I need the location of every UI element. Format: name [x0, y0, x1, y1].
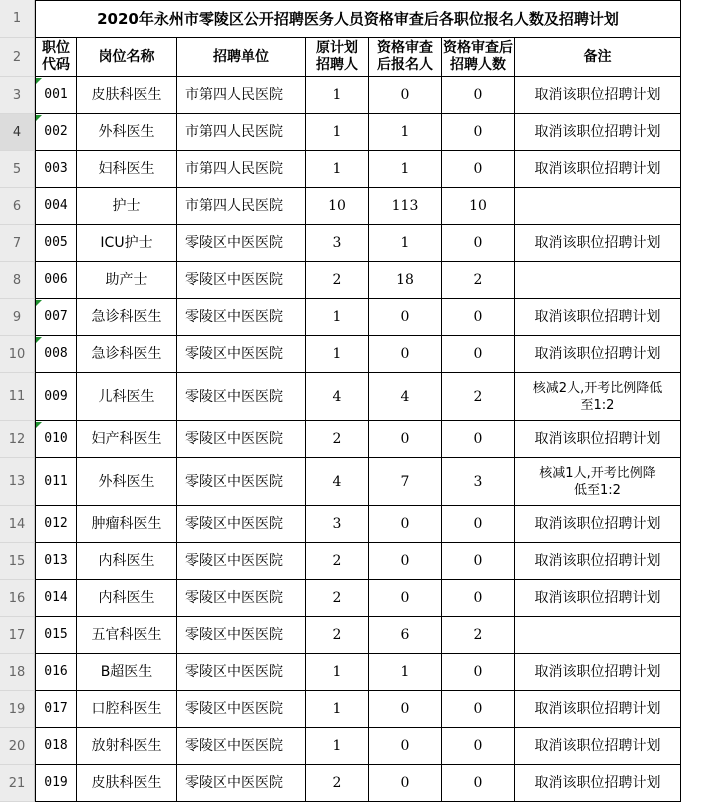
cell-unit[interactable]: 零陵区中医医院: [177, 728, 306, 765]
cell-unit[interactable]: 零陵区中医医院: [177, 299, 306, 336]
cell-recruit[interactable]: 0: [442, 654, 515, 691]
header-text-line: 后报名人: [377, 57, 433, 73]
row-header[interactable]: 1: [0, 0, 35, 38]
cell-applicants[interactable]: 1: [369, 654, 442, 691]
cell-applicants[interactable]: 7: [369, 458, 442, 506]
row-header[interactable]: 6: [0, 188, 35, 225]
cell-applicants[interactable]: 0: [369, 506, 442, 543]
cell-post[interactable]: 五官科医生: [77, 617, 177, 654]
col-recruit-header[interactable]: [442, 38, 515, 77]
cell-applicants[interactable]: 4: [369, 373, 442, 421]
cell-plan[interactable]: 4: [306, 458, 369, 506]
cell-marker-icon: [36, 115, 42, 121]
title-row: [0, 0, 707, 38]
row-header[interactable]: 19: [0, 691, 35, 728]
cell-post[interactable]: 急诊科医生: [77, 336, 177, 373]
table-row: [0, 580, 707, 617]
cell-note[interactable]: 取消该职位招聘计划: [515, 299, 681, 336]
cell-unit[interactable]: 零陵区中医医院: [177, 765, 306, 802]
cell-unit[interactable]: 零陵区中医医院: [177, 580, 306, 617]
cell-note[interactable]: 取消该职位招聘计划: [515, 580, 681, 617]
col-plan-header[interactable]: [306, 38, 369, 77]
sheet-title[interactable]: 2020年永州市零陵区公开招聘医务人员资格审查后各职位报名人数及招聘计划: [35, 0, 681, 38]
cell-code[interactable]: 015: [35, 617, 77, 654]
row-header[interactable]: 4: [0, 114, 35, 151]
cell-note[interactable]: 取消该职位招聘计划: [515, 765, 681, 802]
cell-note[interactable]: [515, 617, 681, 654]
cell-code[interactable]: 016: [35, 654, 77, 691]
table-row: [0, 654, 707, 691]
cell-unit[interactable]: 零陵区中医医院: [177, 543, 306, 580]
cell-post[interactable]: 内科医生: [77, 543, 177, 580]
cell-plan[interactable]: 1: [306, 151, 369, 188]
header-text-line: 招聘人: [316, 57, 358, 73]
cell-applicants[interactable]: 1: [369, 151, 442, 188]
cell-code[interactable]: 007: [35, 299, 77, 336]
cell-unit[interactable]: 零陵区中医医院: [177, 262, 306, 299]
cell-plan[interactable]: 1: [306, 77, 369, 114]
cell-plan[interactable]: 2: [306, 262, 369, 299]
header-text-line: 原计划: [316, 40, 358, 56]
cell-code[interactable]: 008: [35, 336, 77, 373]
cell-applicants[interactable]: 0: [369, 765, 442, 802]
cell-note[interactable]: 取消该职位招聘计划: [515, 506, 681, 543]
cell-code[interactable]: 005: [35, 225, 77, 262]
cell-recruit[interactable]: 0: [442, 336, 515, 373]
cell-note[interactable]: 取消该职位招聘计划: [515, 421, 681, 458]
cell-code[interactable]: 002: [35, 114, 77, 151]
cell-post[interactable]: 妇科医生: [77, 151, 177, 188]
cell-recruit[interactable]: 0: [442, 765, 515, 802]
cell-marker-icon: [36, 337, 42, 343]
table-row: [0, 77, 707, 114]
header-text-line: 备注: [583, 48, 612, 65]
cell-unit[interactable]: 市第四人民医院: [177, 114, 306, 151]
header-text-line: 代码: [42, 57, 70, 73]
cell-post[interactable]: B超医生: [77, 654, 177, 691]
cell-recruit[interactable]: 0: [442, 580, 515, 617]
cell-note[interactable]: 取消该职位招聘计划: [515, 728, 681, 765]
cell-plan[interactable]: 4: [306, 373, 369, 421]
column-header-row: [0, 38, 707, 77]
cell-recruit[interactable]: 0: [442, 691, 515, 728]
cell-unit[interactable]: 零陵区中医医院: [177, 421, 306, 458]
table-row: [0, 617, 707, 654]
table-row: [0, 543, 707, 580]
cell-recruit[interactable]: 10: [442, 188, 515, 225]
cell-applicants[interactable]: 113: [369, 188, 442, 225]
cell-unit[interactable]: 市第四人民医院: [177, 188, 306, 225]
col-code-header[interactable]: [35, 38, 77, 77]
row-header[interactable]: 3: [0, 77, 35, 114]
cell-code[interactable]: 012: [35, 506, 77, 543]
table-row: [0, 262, 707, 299]
cell-applicants[interactable]: 0: [369, 691, 442, 728]
cell-recruit[interactable]: 0: [442, 299, 515, 336]
cell-code[interactable]: 003: [35, 151, 77, 188]
cell-plan[interactable]: 2: [306, 765, 369, 802]
note-text-line: 核减2人,开考比例降低: [532, 380, 663, 396]
table-row: [0, 373, 707, 421]
col-post-header[interactable]: [77, 38, 177, 77]
cell-plan[interactable]: 2: [306, 617, 369, 654]
cell-marker-icon: [36, 300, 42, 306]
table-row: [0, 691, 707, 728]
cell-unit[interactable]: 零陵区中医医院: [177, 617, 306, 654]
row-header[interactable]: 11: [0, 373, 35, 421]
cell-post[interactable]: 皮肤科医生: [77, 77, 177, 114]
cell-code[interactable]: 013: [35, 543, 77, 580]
cell-plan[interactable]: 1: [306, 654, 369, 691]
row-header[interactable]: 13: [0, 458, 35, 506]
table-row: [0, 188, 707, 225]
table-row: [0, 225, 707, 262]
cell-post[interactable]: 助产士: [77, 262, 177, 299]
cell-recruit[interactable]: 3: [442, 458, 515, 506]
cell-applicants[interactable]: 0: [369, 299, 442, 336]
cell-plan[interactable]: 2: [306, 421, 369, 458]
cell-applicants[interactable]: 0: [369, 336, 442, 373]
row-header[interactable]: 17: [0, 617, 35, 654]
table-row: [0, 299, 707, 336]
note-text-line: 核减1人,开考比例降: [539, 465, 656, 481]
cell-code[interactable]: 011: [35, 458, 77, 506]
cell-post[interactable]: 儿科医生: [77, 373, 177, 421]
cell-unit[interactable]: 零陵区中医医院: [177, 458, 306, 506]
cell-recruit[interactable]: 2: [442, 373, 515, 421]
row-header[interactable]: 2: [0, 38, 35, 77]
cell-note[interactable]: 取消该职位招聘计划: [515, 654, 681, 691]
cell-code[interactable]: 010: [35, 421, 77, 458]
cell-note[interactable]: 取消该职位招聘计划: [515, 151, 681, 188]
cell-recruit[interactable]: 0: [442, 543, 515, 580]
cell-plan[interactable]: 1: [306, 691, 369, 728]
cell-recruit[interactable]: 0: [442, 728, 515, 765]
cell-note[interactable]: [515, 262, 681, 299]
header-text-line: 招聘人数: [450, 57, 506, 73]
cell-note[interactable]: 取消该职位招聘计划: [515, 77, 681, 114]
header-text-line: 资格审查后: [443, 40, 513, 56]
cell-code[interactable]: 004: [35, 188, 77, 225]
cell-unit[interactable]: 零陵区中医医院: [177, 373, 306, 421]
row-header[interactable]: 7: [0, 225, 35, 262]
row-header[interactable]: 16: [0, 580, 35, 617]
cell-code[interactable]: 006: [35, 262, 77, 299]
cell-code[interactable]: 019: [35, 765, 77, 802]
cell-plan[interactable]: 3: [306, 225, 369, 262]
cell-unit[interactable]: 零陵区中医医院: [177, 225, 306, 262]
table-row: [0, 421, 707, 458]
cell-applicants[interactable]: 0: [369, 543, 442, 580]
cell-applicants[interactable]: 0: [369, 77, 442, 114]
cell-plan[interactable]: 2: [306, 543, 369, 580]
col-unit-header[interactable]: [177, 38, 306, 77]
row-header[interactable]: 21: [0, 765, 35, 802]
cell-marker-icon: [36, 78, 42, 84]
table-row: [0, 765, 707, 802]
col-applicants-header[interactable]: [369, 38, 442, 77]
cell-recruit[interactable]: 2: [442, 262, 515, 299]
cell-plan[interactable]: 2: [306, 580, 369, 617]
cell-applicants[interactable]: 18: [369, 262, 442, 299]
cell-recruit[interactable]: 0: [442, 421, 515, 458]
cell-unit[interactable]: 零陵区中医医院: [177, 506, 306, 543]
cell-marker-icon: [36, 422, 42, 428]
table-row: [0, 506, 707, 543]
cell-recruit[interactable]: 0: [442, 506, 515, 543]
cell-note[interactable]: [515, 373, 681, 421]
row-header[interactable]: 15: [0, 543, 35, 580]
header-text-line: 资格审查: [377, 40, 433, 56]
table-row: [0, 728, 707, 765]
row-header[interactable]: 18: [0, 654, 35, 691]
cell-recruit[interactable]: 2: [442, 617, 515, 654]
note-text-line: 低至1:2: [574, 482, 621, 498]
row-header[interactable]: 14: [0, 506, 35, 543]
cell-unit[interactable]: 零陵区中医医院: [177, 654, 306, 691]
cell-note[interactable]: 取消该职位招聘计划: [515, 336, 681, 373]
cell-note[interactable]: [515, 188, 681, 225]
cell-applicants[interactable]: 0: [369, 728, 442, 765]
cell-recruit[interactable]: 0: [442, 77, 515, 114]
cell-applicants[interactable]: 1: [369, 225, 442, 262]
row-header[interactable]: 5: [0, 151, 35, 188]
row-header[interactable]: 20: [0, 728, 35, 765]
cell-post[interactable]: 外科医生: [77, 458, 177, 506]
row-header[interactable]: 9: [0, 299, 35, 336]
cell-post[interactable]: 内科医生: [77, 580, 177, 617]
cell-recruit[interactable]: 0: [442, 151, 515, 188]
note-text-line: 至1:2: [580, 397, 615, 413]
header-text-line: 职位: [42, 40, 70, 56]
cell-unit[interactable]: 市第四人民医院: [177, 151, 306, 188]
cell-applicants[interactable]: 0: [369, 421, 442, 458]
row-header[interactable]: 8: [0, 262, 35, 299]
cell-plan[interactable]: 1: [306, 336, 369, 373]
cell-applicants[interactable]: 6: [369, 617, 442, 654]
cell-recruit[interactable]: 0: [442, 225, 515, 262]
table-row: [0, 114, 707, 151]
cell-plan[interactable]: 1: [306, 728, 369, 765]
header-text-line: 招聘单位: [213, 48, 269, 65]
table-body: [0, 77, 707, 802]
cell-note[interactable]: 取消该职位招聘计划: [515, 114, 681, 151]
row-header[interactable]: 10: [0, 336, 35, 373]
cell-note[interactable]: 取消该职位招聘计划: [515, 691, 681, 728]
col-note-header[interactable]: [515, 38, 681, 77]
cell-note[interactable]: [515, 458, 681, 506]
cell-post[interactable]: 护士: [77, 188, 177, 225]
cell-unit[interactable]: 零陵区中医医院: [177, 691, 306, 728]
cell-plan[interactable]: 10: [306, 188, 369, 225]
cell-post[interactable]: 放射科医生: [77, 728, 177, 765]
cell-code[interactable]: 009: [35, 373, 77, 421]
cell-code[interactable]: 017: [35, 691, 77, 728]
cell-post[interactable]: 皮肤科医生: [77, 765, 177, 802]
header-text-line: 岗位名称: [98, 48, 155, 65]
table-row: [0, 151, 707, 188]
cell-plan[interactable]: 1: [306, 299, 369, 336]
row-header[interactable]: 12: [0, 421, 35, 458]
cell-unit[interactable]: 市第四人民医院: [177, 77, 306, 114]
cell-code[interactable]: 001: [35, 77, 77, 114]
cell-post[interactable]: 肿瘤科医生: [77, 506, 177, 543]
cell-post[interactable]: 急诊科医生: [77, 299, 177, 336]
table-row: [0, 336, 707, 373]
cell-post[interactable]: 妇产科医生: [77, 421, 177, 458]
cell-code[interactable]: 014: [35, 580, 77, 617]
cell-code[interactable]: 018: [35, 728, 77, 765]
cell-recruit[interactable]: 0: [442, 114, 515, 151]
cell-post[interactable]: 外科医生: [77, 114, 177, 151]
cell-applicants[interactable]: 1: [369, 114, 442, 151]
cell-note[interactable]: 取消该职位招聘计划: [515, 225, 681, 262]
cell-post[interactable]: 口腔科医生: [77, 691, 177, 728]
cell-applicants[interactable]: 0: [369, 580, 442, 617]
cell-note[interactable]: 取消该职位招聘计划: [515, 543, 681, 580]
cell-unit[interactable]: 零陵区中医医院: [177, 336, 306, 373]
cell-plan[interactable]: 3: [306, 506, 369, 543]
cell-plan[interactable]: 1: [306, 114, 369, 151]
table-row: [0, 458, 707, 506]
cell-post[interactable]: ICU护士: [77, 225, 177, 262]
